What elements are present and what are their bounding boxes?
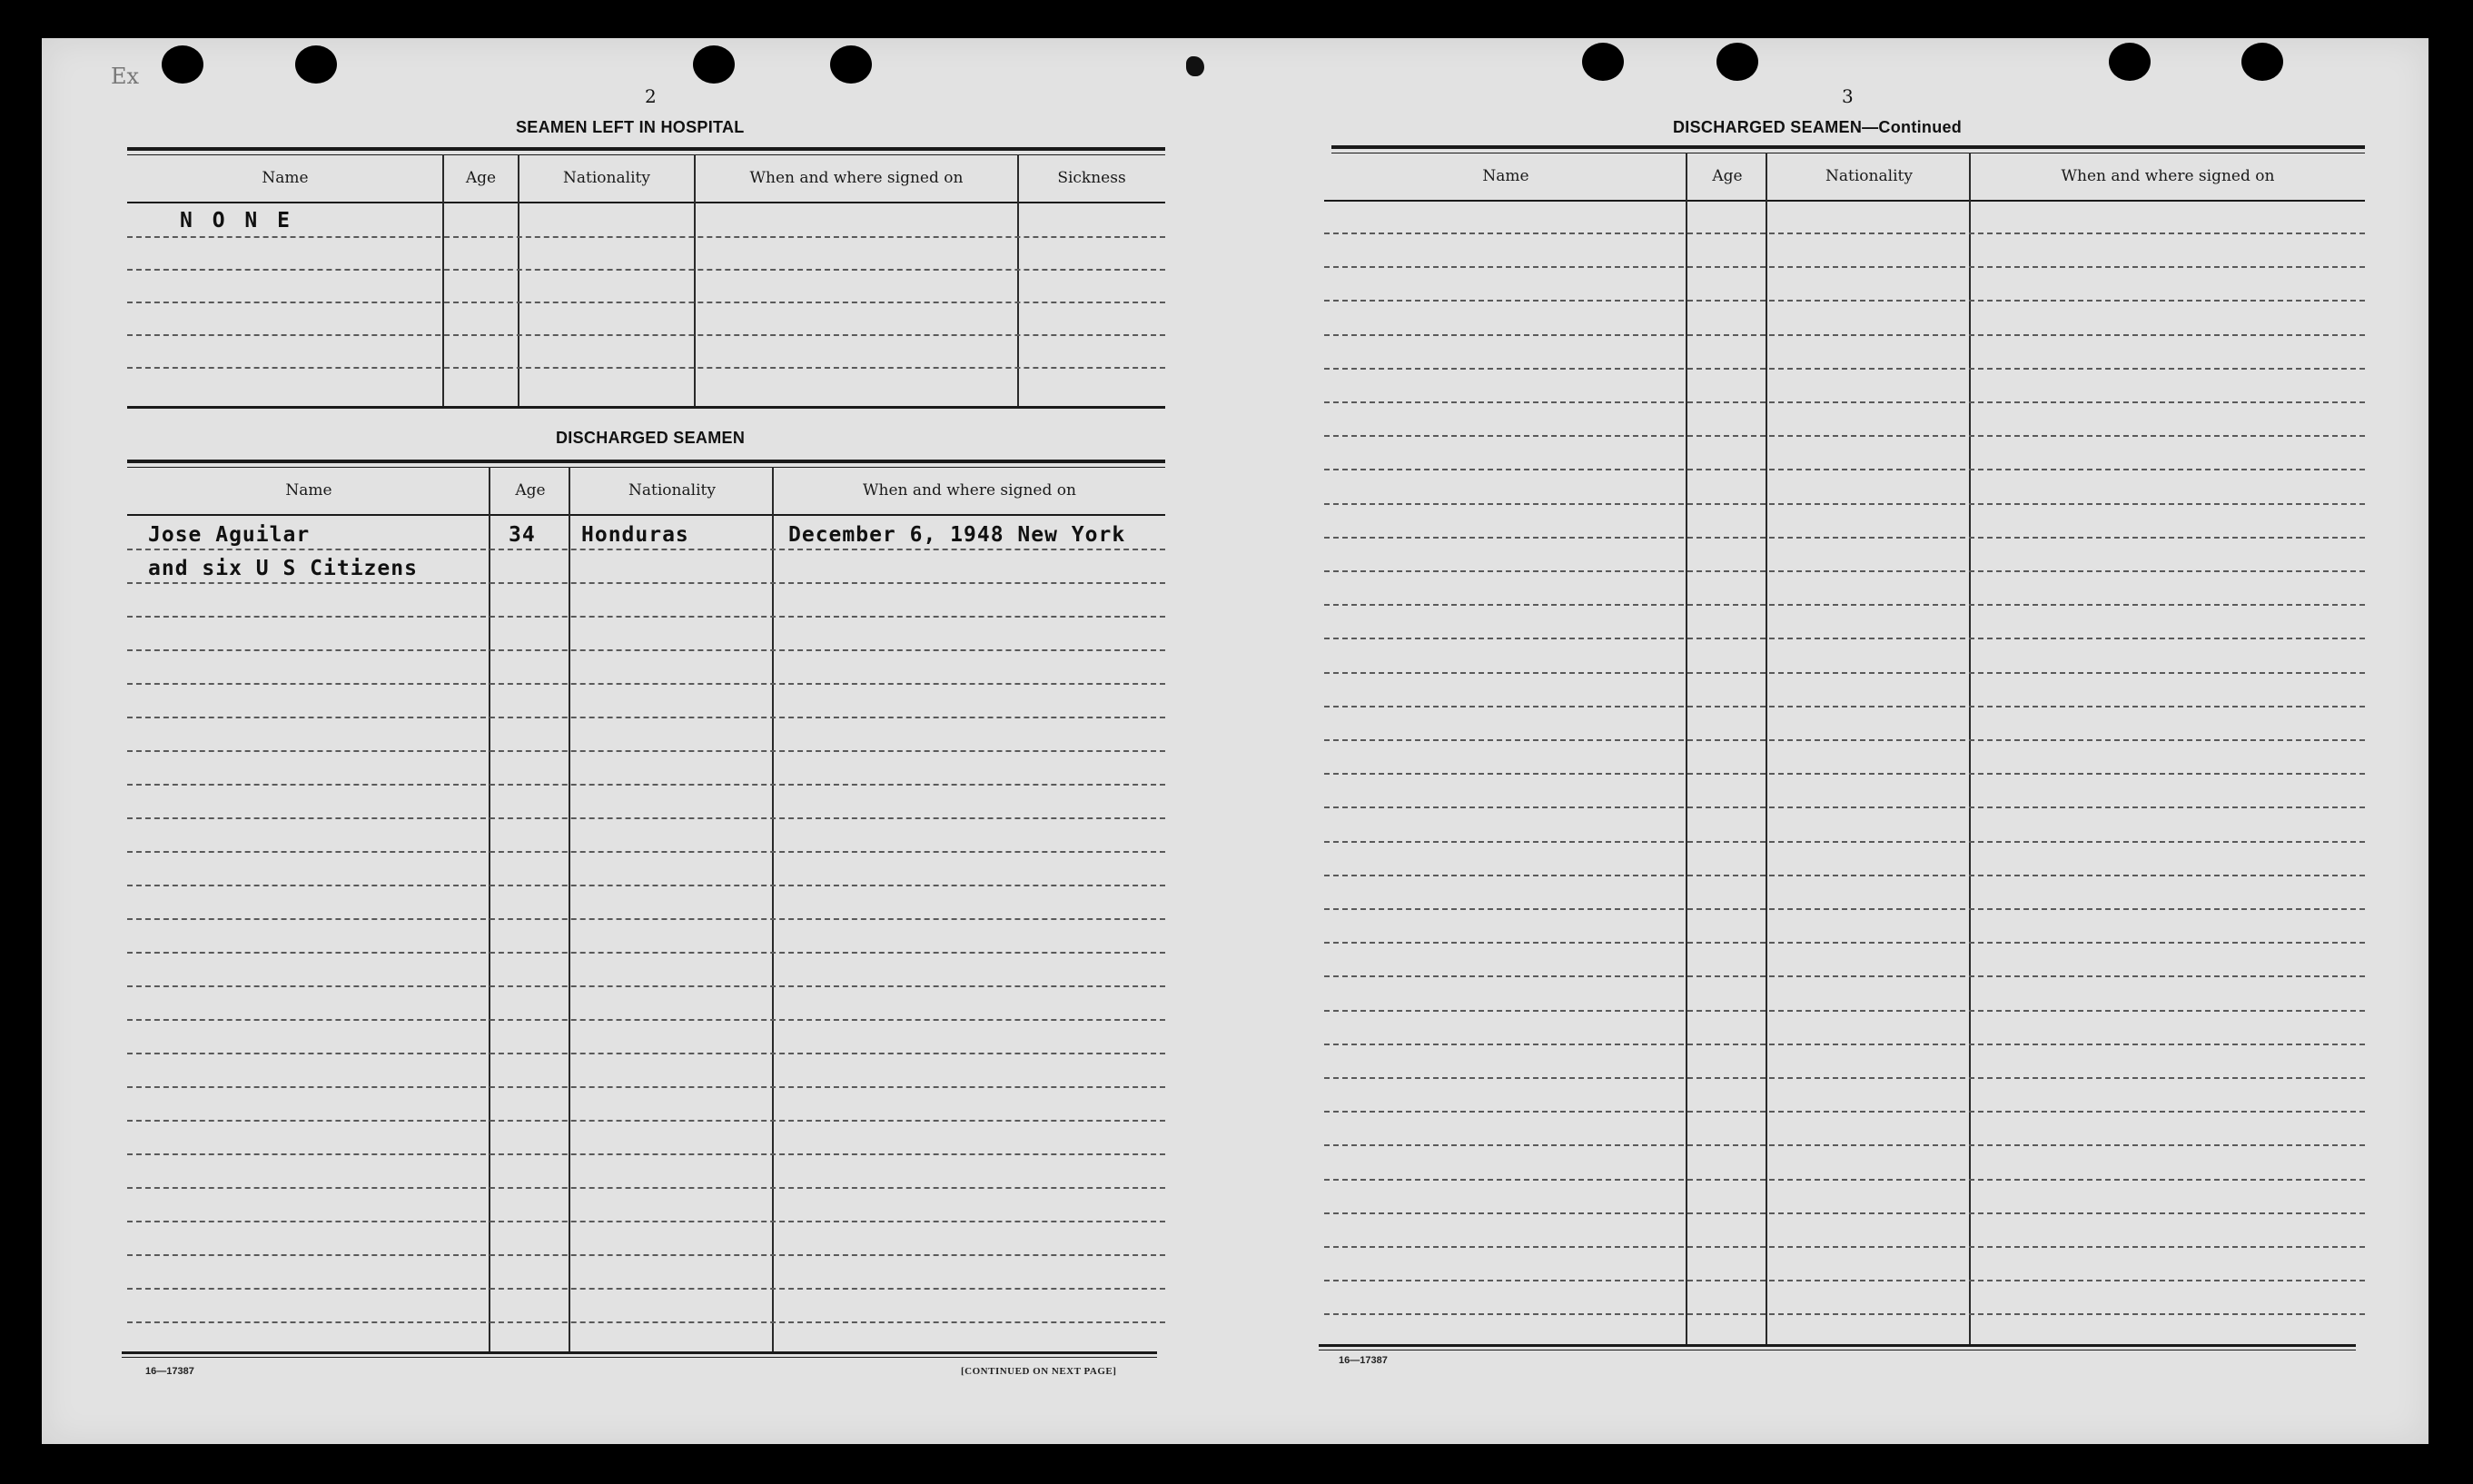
row-line (127, 1321, 1165, 1323)
punch-hole (2109, 43, 2151, 81)
hospital-table (127, 154, 1165, 409)
column-divider (1017, 154, 1019, 409)
row-line (1324, 435, 2365, 437)
seaman-name: Jose Aguilar (148, 523, 311, 547)
title-main: DISCHARGED SEAMEN (1673, 118, 1863, 136)
row-line (1324, 537, 2365, 539)
row-line (1324, 841, 2365, 843)
row-line (1324, 1280, 2365, 1281)
row-line (1324, 570, 2365, 572)
col-header-nationality: Nationality (570, 467, 774, 516)
row-line (127, 367, 1165, 369)
row-line (127, 750, 1165, 752)
punch-hole (693, 45, 735, 84)
row-line (127, 649, 1165, 651)
row-line (1324, 1313, 2365, 1315)
row-line (1324, 638, 2365, 639)
row-line (127, 302, 1165, 303)
col-header-signed-on: When and where signed on (774, 467, 1165, 516)
row-line (1324, 266, 2365, 268)
col-header-sickness: Sickness (1018, 154, 1165, 203)
punch-hole (830, 45, 872, 84)
row-line (1324, 604, 2365, 606)
row-line (1324, 300, 2365, 302)
section-rule (127, 406, 1165, 409)
row-line (127, 851, 1165, 853)
row-line (127, 1187, 1165, 1189)
title-suffix: —Continued (1862, 118, 1963, 136)
col-header-name: Name (127, 154, 443, 203)
row-line (1324, 773, 2365, 775)
discharged-top-rule (127, 460, 1165, 463)
row-line (1324, 1144, 2365, 1146)
row-line (127, 616, 1165, 618)
punch-hole (2241, 43, 2283, 81)
row-line (127, 1254, 1165, 1256)
column-divider (1686, 153, 1687, 1346)
col-header-age: Age (443, 154, 519, 203)
col-header-name: Name (1324, 153, 1687, 202)
row-line (127, 1019, 1165, 1021)
row-line (127, 1086, 1165, 1088)
row-line (1324, 672, 2365, 674)
row-line (1324, 739, 2365, 741)
row-line (1324, 706, 2365, 707)
row-line (1324, 1179, 2365, 1181)
row-line (127, 334, 1165, 336)
row-line (127, 269, 1165, 271)
col-header-age: Age (490, 467, 570, 516)
row-line (127, 784, 1165, 786)
ink-spot (1186, 56, 1204, 76)
punch-hole (295, 45, 337, 84)
row-line (127, 1153, 1165, 1155)
row-line (1324, 942, 2365, 944)
hospital-entry: N O N E (180, 209, 293, 232)
row-line (127, 918, 1165, 920)
row-line (1324, 401, 2365, 403)
col-header-age: Age (1687, 153, 1767, 202)
row-line (127, 1120, 1165, 1122)
discharged-table-left (127, 467, 1165, 1353)
row-line (127, 717, 1165, 718)
form-code-left: 16—17387 (145, 1366, 194, 1377)
row-line (1324, 1077, 2365, 1079)
row-line (1324, 875, 2365, 876)
row-line (127, 885, 1165, 886)
top-rule (127, 147, 1165, 151)
row-line (1324, 469, 2365, 470)
punch-hole (1716, 43, 1758, 81)
seaman-nationality: Honduras (581, 523, 689, 547)
page-number-left: 2 (645, 85, 657, 107)
row-line (127, 1288, 1165, 1290)
column-divider (1969, 153, 1971, 1346)
row-line (127, 549, 1165, 550)
row-line (127, 1221, 1165, 1222)
row-line (1324, 806, 2365, 808)
punch-hole (162, 45, 203, 84)
seaman-name: and six U S Citizens (148, 557, 418, 580)
hospital-section-title: SEAMEN LEFT IN HOSPITAL (516, 118, 745, 136)
discharged-continued-title (1673, 118, 1962, 137)
discharged-table-right (1324, 153, 2365, 1346)
row-line (127, 985, 1165, 987)
row-line (1324, 503, 2365, 505)
row-line (1324, 1111, 2365, 1113)
row-line (1324, 1044, 2365, 1045)
row-line (1324, 232, 2365, 234)
bottom-rule (122, 1351, 1157, 1354)
continued-note: [CONTINUED ON NEXT PAGE] (961, 1366, 1117, 1377)
row-line (1324, 908, 2365, 910)
column-divider (1766, 153, 1767, 1346)
col-header-nationality: Nationality (519, 154, 695, 203)
form-code-right: 16—17387 (1339, 1355, 1388, 1366)
col-header-name: Name (127, 467, 490, 516)
top-rule (1331, 145, 2365, 149)
col-header-nationality: Nationality (1767, 153, 1971, 202)
row-line (1324, 1246, 2365, 1248)
row-line (127, 1053, 1165, 1054)
col-header-signed-on: When and where signed on (1971, 153, 2365, 202)
row-line (127, 952, 1165, 954)
row-line (1324, 1010, 2365, 1012)
column-divider (694, 154, 696, 409)
row-line (1324, 334, 2365, 336)
margin-mark: Ex (111, 64, 140, 89)
column-divider (518, 154, 519, 409)
bottom-rule (1319, 1344, 2356, 1347)
page-number-right: 3 (1842, 85, 1854, 107)
row-line (1324, 368, 2365, 370)
seaman-signed-on: December 6, 1948 New York (788, 523, 1126, 547)
row-line (127, 817, 1165, 819)
column-divider (442, 154, 444, 409)
row-line (1324, 1212, 2365, 1214)
row-line (1324, 975, 2365, 977)
punch-hole (1582, 43, 1624, 81)
row-line (127, 236, 1165, 238)
col-header-signed-on: When and where signed on (695, 154, 1018, 203)
row-line (127, 683, 1165, 685)
seaman-age: 34 (509, 523, 536, 547)
bottom-rule-thin (122, 1357, 1157, 1358)
discharged-section-title: DISCHARGED SEAMEN (556, 429, 746, 447)
row-line (127, 582, 1165, 584)
